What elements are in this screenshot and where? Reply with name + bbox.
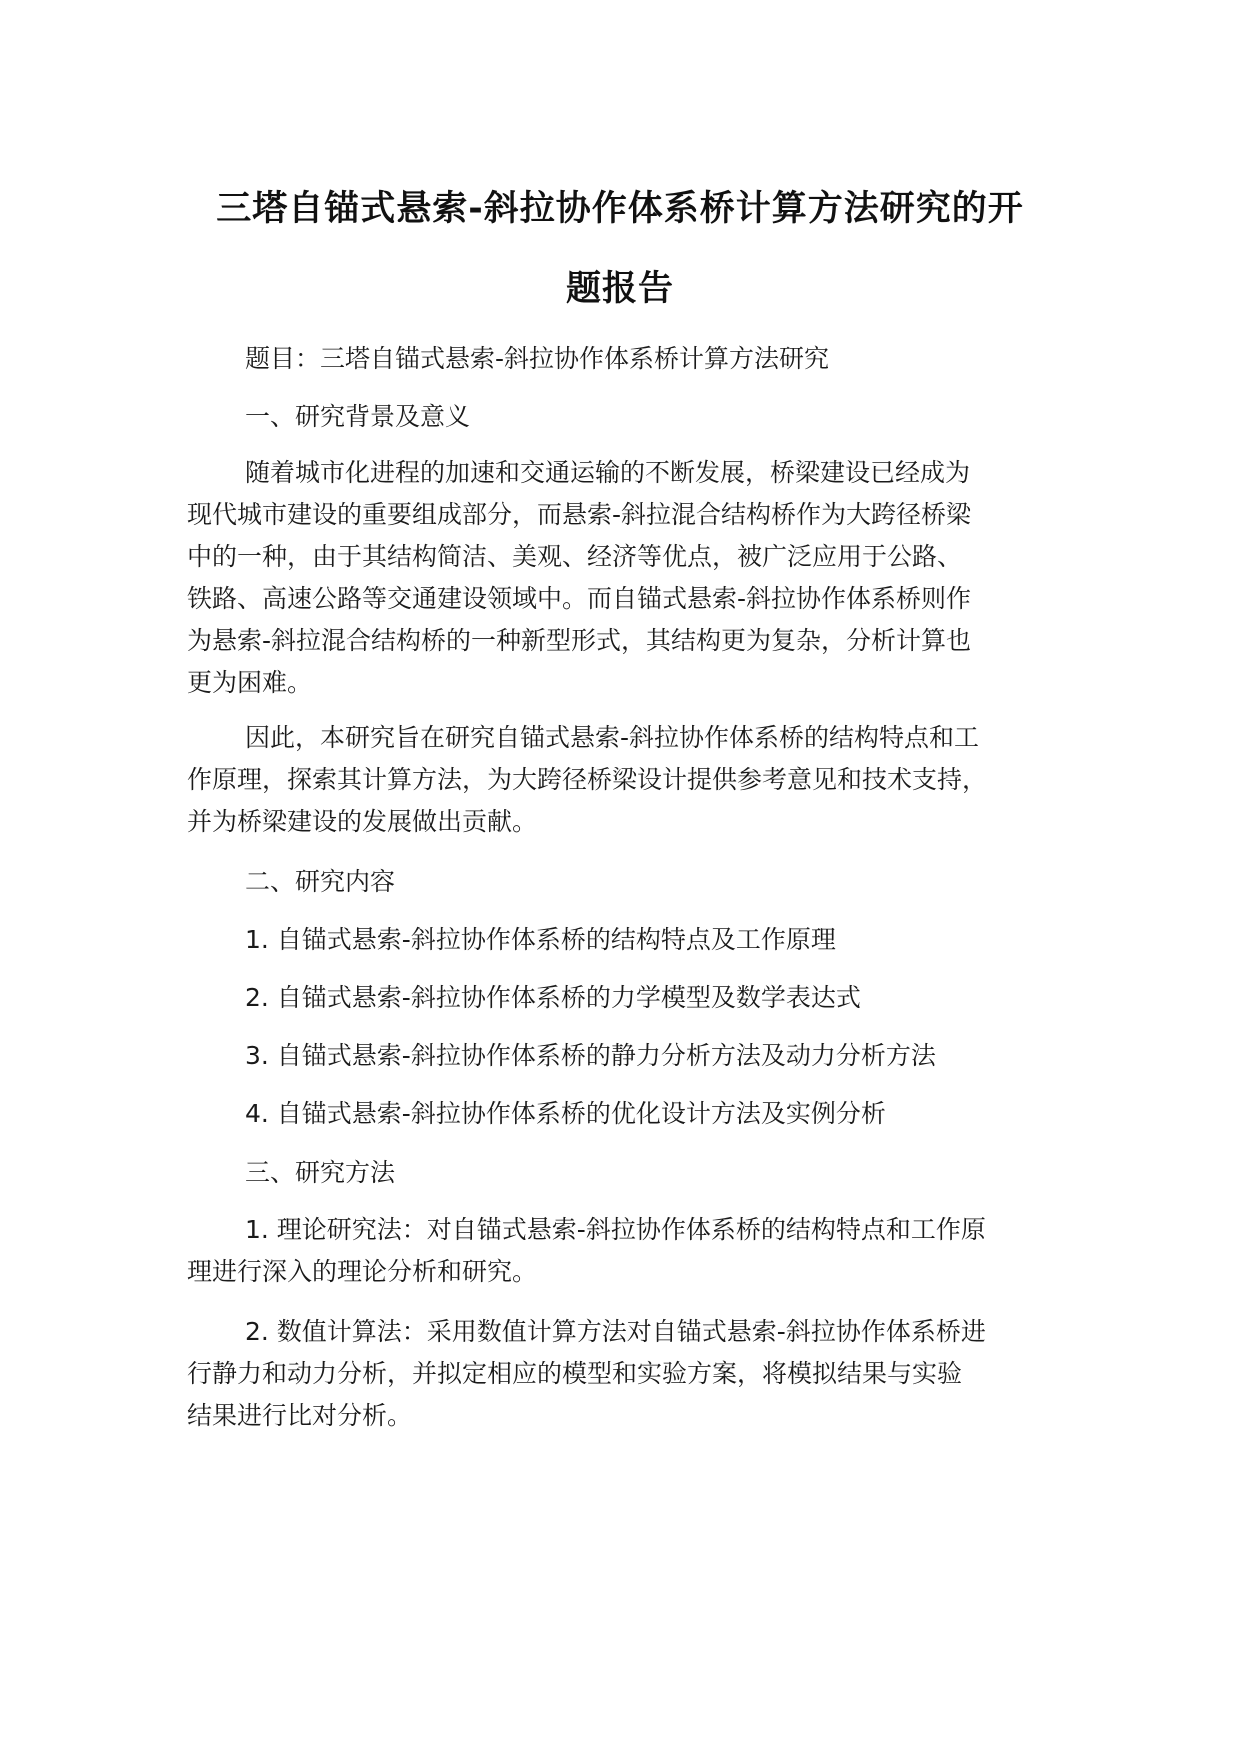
list-item: 4. 自锚式悬索-斜拉协作体系桥的优化设计方法及实例分析	[245, 1099, 886, 1128]
paragraph-line: 中的一种，由于其结构简洁、美观、经济等优点，被广泛应用于公路、	[187, 542, 963, 571]
paragraph-line: 行静力和动力分析，并拟定相应的模型和实验方案，将模拟结果与实验	[187, 1359, 963, 1388]
document-title-line-1: 三塔自锚式悬索-斜拉协作体系桥计算方法研究的开	[216, 189, 1024, 229]
paragraph-line: 更为困难。	[187, 668, 313, 697]
paragraph-line: 1. 理论研究法：对自锚式悬索-斜拉协作体系桥的结构特点和工作原	[245, 1215, 986, 1244]
paragraph-line: 现代城市建设的重要组成部分，而悬索-斜拉混合结构桥作为大跨径桥梁	[187, 500, 972, 529]
paragraph-line: 2. 数值计算法：采用数值计算方法对自锚式悬索-斜拉协作体系桥进	[245, 1317, 986, 1346]
section-3-method-1	[187, 1209, 1087, 1293]
section-3-heading-text: 三、研究方法	[245, 1158, 396, 1187]
section-1-paragraph-1	[187, 452, 1087, 704]
section-2-item-3	[187, 1035, 1087, 1077]
paragraph-line: 随着城市化进程的加速和交通运输的不断发展，桥梁建设已经成为	[245, 458, 971, 487]
section-3-heading	[187, 1152, 1087, 1194]
section-2-item-2	[187, 977, 1087, 1019]
paragraph-line: 为悬索-斜拉混合结构桥的一种新型形式，其结构更为复杂，分析计算也	[187, 626, 972, 655]
list-item: 1. 自锚式悬索-斜拉协作体系桥的结构特点及工作原理	[245, 925, 836, 954]
list-item: 3. 自锚式悬索-斜拉协作体系桥的静力分析方法及动力分析方法	[245, 1041, 936, 1070]
section-1-heading-text: 一、研究背景及意义	[245, 402, 471, 431]
paragraph-line: 结果进行比对分析。	[187, 1401, 413, 1430]
section-2-heading-text: 二、研究内容	[245, 867, 396, 896]
section-2-heading	[187, 861, 1087, 903]
list-item: 2. 自锚式悬索-斜拉协作体系桥的力学模型及数学表达式	[245, 983, 861, 1012]
paragraph-line: 作原理，探索其计算方法，为大跨径桥梁设计提供参考意见和技术支持，	[187, 765, 988, 794]
section-2-item-1	[187, 919, 1087, 961]
paragraph-line: 并为桥梁建设的发展做出贡献。	[187, 807, 538, 836]
topic-text: 题目：三塔自锚式悬索-斜拉协作体系桥计算方法研究	[245, 344, 830, 373]
paragraph-line: 铁路、高速公路等交通建设领域中。而自锚式悬索-斜拉协作体系桥则作	[187, 584, 972, 613]
section-1-heading	[187, 396, 1087, 438]
paragraph-line: 理进行深入的理论分析和研究。	[187, 1257, 538, 1286]
section-1-paragraph-2	[187, 717, 1087, 843]
paragraph-line: 因此，本研究旨在研究自锚式悬索-斜拉协作体系桥的结构特点和工	[245, 723, 980, 752]
topic-line	[187, 338, 1087, 380]
section-2-item-4	[187, 1093, 1087, 1135]
section-3-method-2	[187, 1311, 1087, 1437]
document-title-line-2: 题报告	[565, 269, 674, 309]
